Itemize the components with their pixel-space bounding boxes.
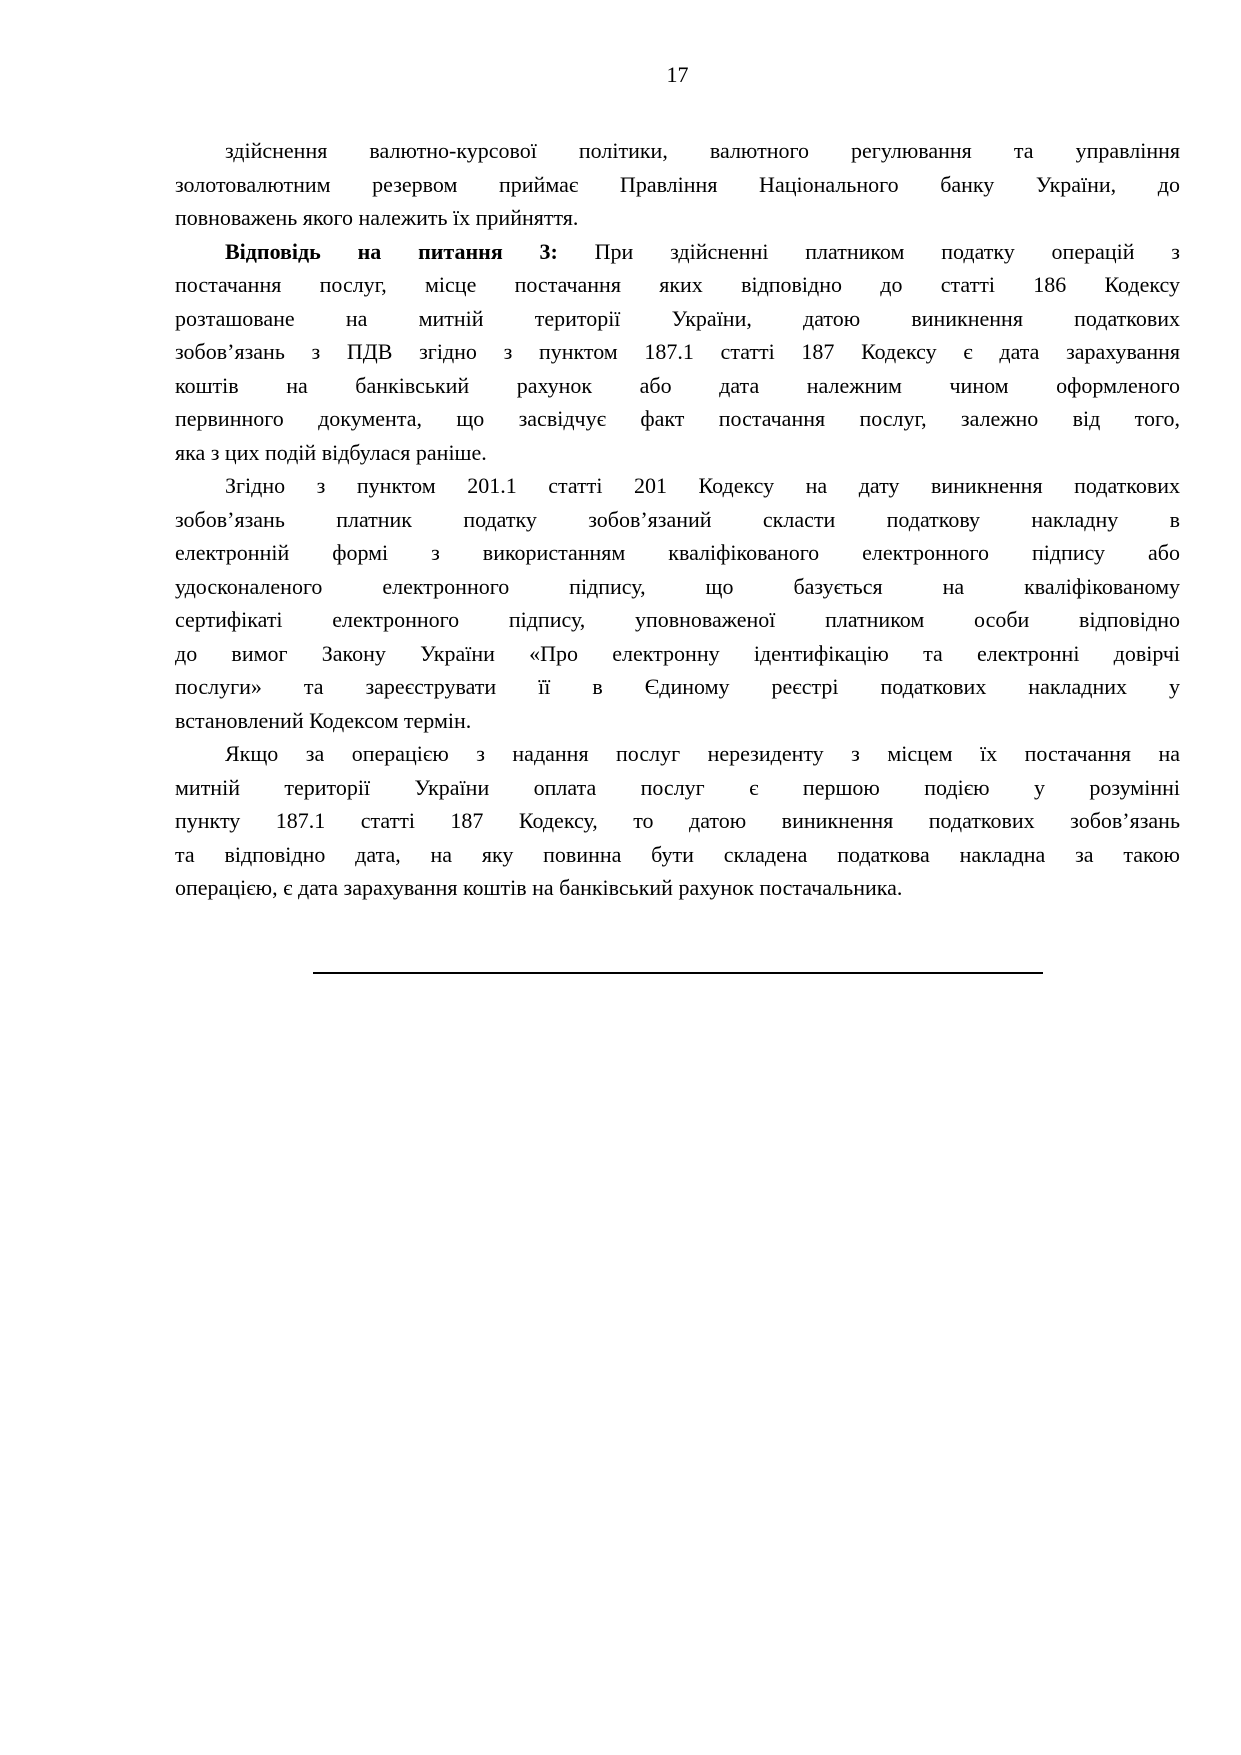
text-line bbox=[175, 201, 1180, 235]
text-line bbox=[175, 168, 1180, 202]
text-run: до вимог Закону України «Про електронну ідентифікацію та електронні довірчі bbox=[175, 640, 1180, 666]
text-run: здійснення валютно-курсової політики, валютного регулювання та управління bbox=[225, 138, 1180, 163]
text-line bbox=[175, 536, 1180, 570]
text-line bbox=[175, 771, 1180, 805]
text-line bbox=[175, 838, 1180, 872]
text-line bbox=[175, 134, 1180, 168]
text-run: первинного документа, що засвідчує факт постачання послуг, залежно від того, bbox=[175, 406, 1180, 431]
text-run: встановлений Кодексом термін. bbox=[175, 707, 472, 733]
text-line bbox=[175, 737, 1180, 771]
text-line bbox=[175, 637, 1180, 671]
text-run: золотовалютним резервом приймає Правління Національного банку України, до bbox=[175, 171, 1180, 197]
text-line bbox=[175, 603, 1180, 637]
text-line bbox=[175, 570, 1180, 604]
text-run: розташоване на митній території України, датою виникнення податкових bbox=[175, 305, 1180, 331]
text-run: удосконаленого електронного підпису, що базується на кваліфікованому bbox=[175, 573, 1180, 599]
text-run: митній території України оплата послуг є першою подією у розумінні bbox=[175, 774, 1180, 800]
text-run: Згідно з пунктом 201.1 статті 201 Кодексу на дату виникнення податкових bbox=[225, 473, 1180, 498]
bold-text-run: Відповідь на питання 3: bbox=[225, 238, 558, 264]
text-line bbox=[175, 369, 1180, 403]
text-run: При здійсненні платником податку операцій з bbox=[557, 238, 1180, 264]
text-line bbox=[175, 436, 1180, 470]
text-line bbox=[175, 335, 1180, 369]
text-line bbox=[175, 804, 1180, 838]
separator-container bbox=[175, 961, 1180, 979]
text-line bbox=[175, 302, 1180, 336]
text-run: зобов’язань з ПДВ згідно з пунктом 187.1 статті 187 Кодексу є дата зарахування bbox=[175, 339, 1180, 364]
text-line bbox=[175, 268, 1180, 302]
page-number: 17 bbox=[666, 62, 689, 87]
text-run: сертифікаті електронного підпису, уповноваженої платником особи відповідно bbox=[175, 607, 1180, 632]
text-line bbox=[175, 704, 1180, 738]
text-run: Якщо за операцією з надання послуг нерезиденту з місцем їх постачання на bbox=[225, 741, 1180, 766]
text-line bbox=[175, 469, 1180, 503]
text-run: постачання послуг, місце постачання яких відповідно до статті 186 Кодексу bbox=[175, 272, 1180, 297]
document-text bbox=[175, 134, 1180, 905]
text-run: послуги» та зареєструвати її в Єдиному реєстрі податкових накладних у bbox=[175, 674, 1180, 699]
text-run: зобов’язань платник податку зобов’язаний скласти податкову накладну в bbox=[175, 506, 1180, 532]
text-run: повноважень якого належить їх прийняття. bbox=[175, 205, 579, 230]
text-run: та відповідно дата, на яку повинна бути складена податкова накладна за такою bbox=[175, 841, 1180, 867]
text-run: пункту 187.1 статті 187 Кодексу, то датою виникнення податкових зобов’язань bbox=[175, 808, 1180, 833]
text-line bbox=[175, 670, 1180, 704]
separator-line bbox=[313, 972, 1043, 974]
text-run: операцією, є дата зарахування коштів на банківський рахунок постачальника. bbox=[175, 875, 903, 900]
text-run: яка з цих подій відбулася раніше. bbox=[175, 439, 487, 465]
text-run: електронній формі з використанням кваліфікованого електронного підпису або bbox=[175, 540, 1180, 565]
text-line bbox=[175, 871, 1180, 905]
text-line bbox=[175, 235, 1180, 269]
text-line bbox=[175, 503, 1180, 537]
text-run: коштів на банківський рахунок або дата належним чином оформленого bbox=[175, 372, 1180, 398]
text-line bbox=[175, 402, 1180, 436]
